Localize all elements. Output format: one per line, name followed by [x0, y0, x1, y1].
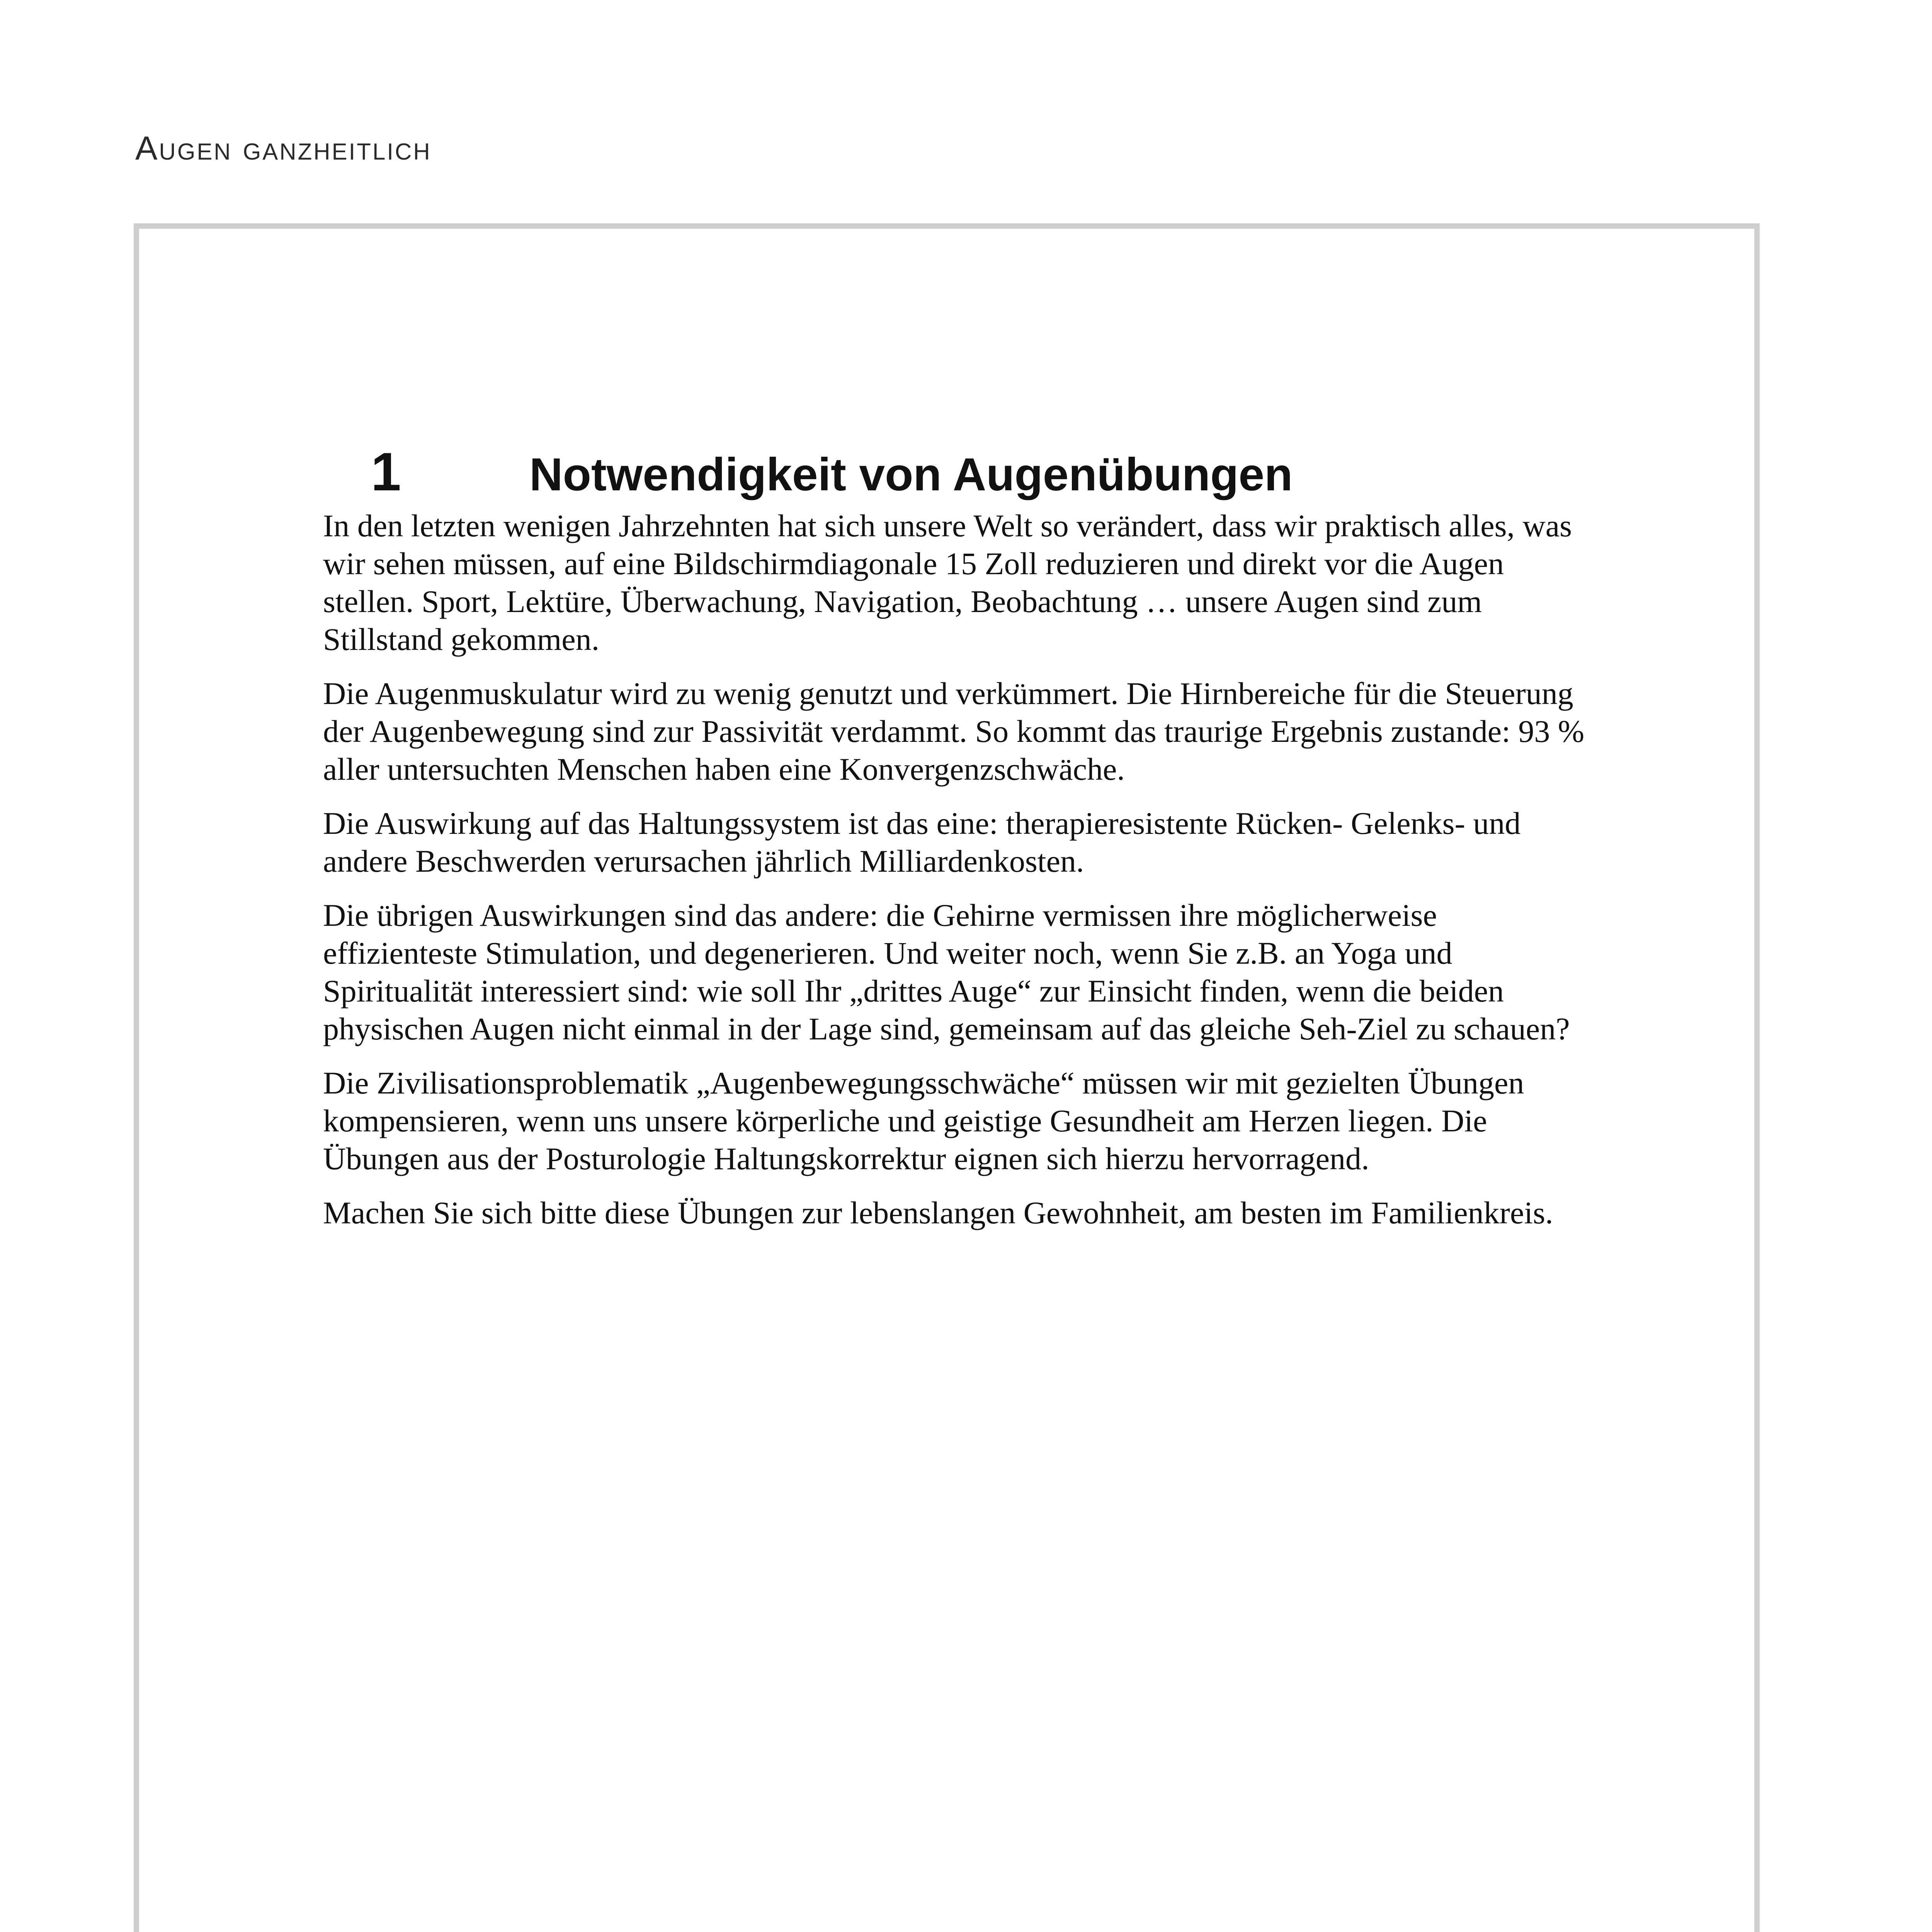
- chapter-number: 1: [371, 441, 401, 502]
- paragraph: In den letzten wenigen Jahrzehnten hat sich unsere Welt so verändert, dass wir praktisch alles, was wir sehen müssen, auf eine Bildschirmdiagonale 15 Zoll reduzieren und direkt vor die Augen stellen. Sport, Lektüre, Überwachung, Navigation, Beobachtung … unsere Augen sind zum Stillstand gekommen.: [323, 508, 1572, 657]
- paragraph: Die Augenmuskulatur wird zu wenig genutzt und verkümmert. Die Hirnbereiche für die Steuerung der Augenbewegung sind zur Passivität verdammt. So kommt das traurige Ergebnis zustande: 93 % aller untersuchten Menschen haben eine Konvergenzschwäche.: [323, 676, 1585, 787]
- paragraph: Die Zivilisationsproblematik „Augenbewegungsschwäche“ müssen wir mit gezielten Übungen kompensieren, wenn uns unsere körperliche und geistige Gesundheit am Herzen liegen. Die Übungen aus der Posturologie Haltungskorrektur eignen sich hierzu hervorragend.: [323, 1065, 1524, 1176]
- chapter-heading: [371, 440, 1293, 503]
- paragraph: Machen Sie sich bitte diese Übungen zur lebenslangen Gewohnheit, am besten im Familienkreis.: [323, 1195, 1553, 1230]
- body-text: [323, 507, 1590, 1248]
- paragraph: Die übrigen Auswirkungen sind das andere: die Gehirne vermissen ihre möglicherweise effizienteste Stimulation, und degenerieren. Und weiter noch, wenn Sie z.B. an Yoga und Spiritualität interessiert sind: wie soll Ihr „drittes Auge“ zur Einsicht finden, wenn die beiden physischen Augen nicht einmal in der Lage sind, gemeinsam auf das gleiche Seh-Ziel zu schauen?: [323, 898, 1570, 1046]
- paragraph: Die Auswirkung auf das Haltungssystem ist das eine: therapieresistente Rücken- Gelenks- und andere Beschwerden verursachen jährlich Milliardenkosten.: [323, 806, 1521, 879]
- chapter-title: Notwendigkeit von Augenübungen: [529, 449, 1293, 500]
- running-head: Augen ganzheitlich: [135, 130, 432, 167]
